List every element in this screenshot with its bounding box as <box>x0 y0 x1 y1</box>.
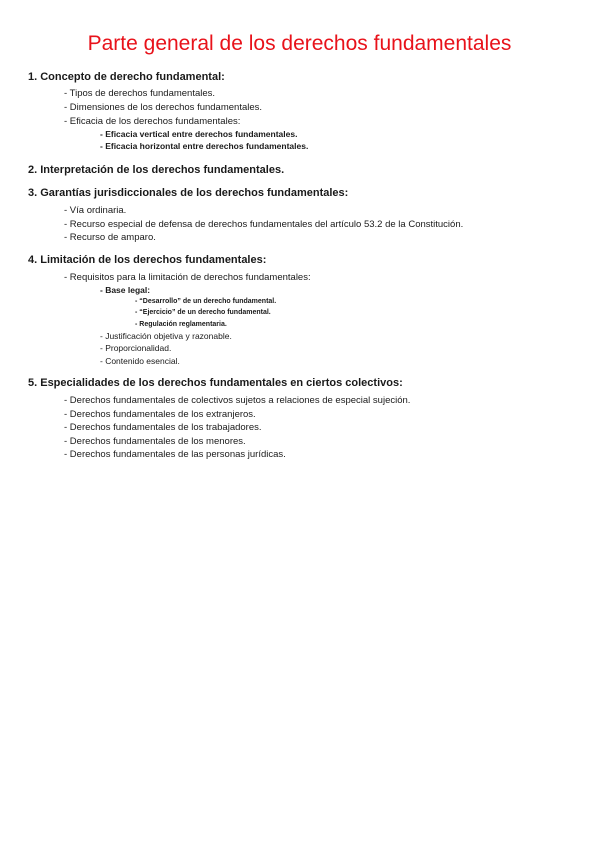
list-item: - Vía ordinaria. <box>64 205 127 216</box>
list-item: - Derechos fundamentales de las personas jurídicas. <box>64 449 286 460</box>
list-item: - Recurso especial de defensa de derechos fundamentales del artículo 53.2 de la Constitución. <box>64 219 464 230</box>
sub-list-item: - Base legal: <box>100 285 151 295</box>
list-item: - Dimensiones de los derechos fundamentales. <box>64 102 263 113</box>
sub-sub-list-item: - “Ejercicio” de un derecho fundamental. <box>135 309 271 316</box>
sub-list-item: - Eficacia horizontal entre derechos fundamentales. <box>100 141 309 151</box>
section-heading: 4. Limitación de los derechos fundamentales: <box>28 254 267 266</box>
list-item: - Requisitos para la limitación de derechos fundamentales: <box>64 272 311 283</box>
list-item: - Recurso de amparo. <box>64 232 156 243</box>
list-item: - Derechos fundamentales de los trabajadores. <box>64 422 262 433</box>
sub-sub-list-item: - “Desarrollo” de un derecho fundamental. <box>135 298 277 305</box>
sub-list-item: - Proporcionalidad. <box>100 343 172 353</box>
sub-list-item: - Eficacia vertical entre derechos fundamentales. <box>100 129 298 139</box>
section-heading: 2. Interpretación de los derechos fundamentales. <box>28 164 285 176</box>
sub-list-item: - Contenido esencial. <box>100 356 180 366</box>
list-item: - Derechos fundamentales de los extranjeros. <box>64 409 256 420</box>
section-heading: 3. Garantías jurisdiccionales de los derechos fundamentales: <box>28 187 349 199</box>
page-title: Parte general de los derechos fundamentales <box>87 32 512 55</box>
section-heading: 5. Especialidades de los derechos fundamentales en ciertos colectivos: <box>28 377 403 389</box>
section-heading: 1. Concepto de derecho fundamental: <box>28 71 225 83</box>
list-item: - Eficacia de los derechos fundamentales: <box>64 116 241 127</box>
list-item: - Derechos fundamentales de colectivos sujetos a relaciones de especial sujeción. <box>64 395 411 406</box>
sub-sub-list-item: - Regulación reglamentaria. <box>135 321 227 328</box>
list-item: - Derechos fundamentales de los menores. <box>64 436 246 447</box>
sub-list-item: - Justificación objetiva y razonable. <box>100 331 232 341</box>
list-item: - Tipos de derechos fundamentales. <box>64 88 216 99</box>
